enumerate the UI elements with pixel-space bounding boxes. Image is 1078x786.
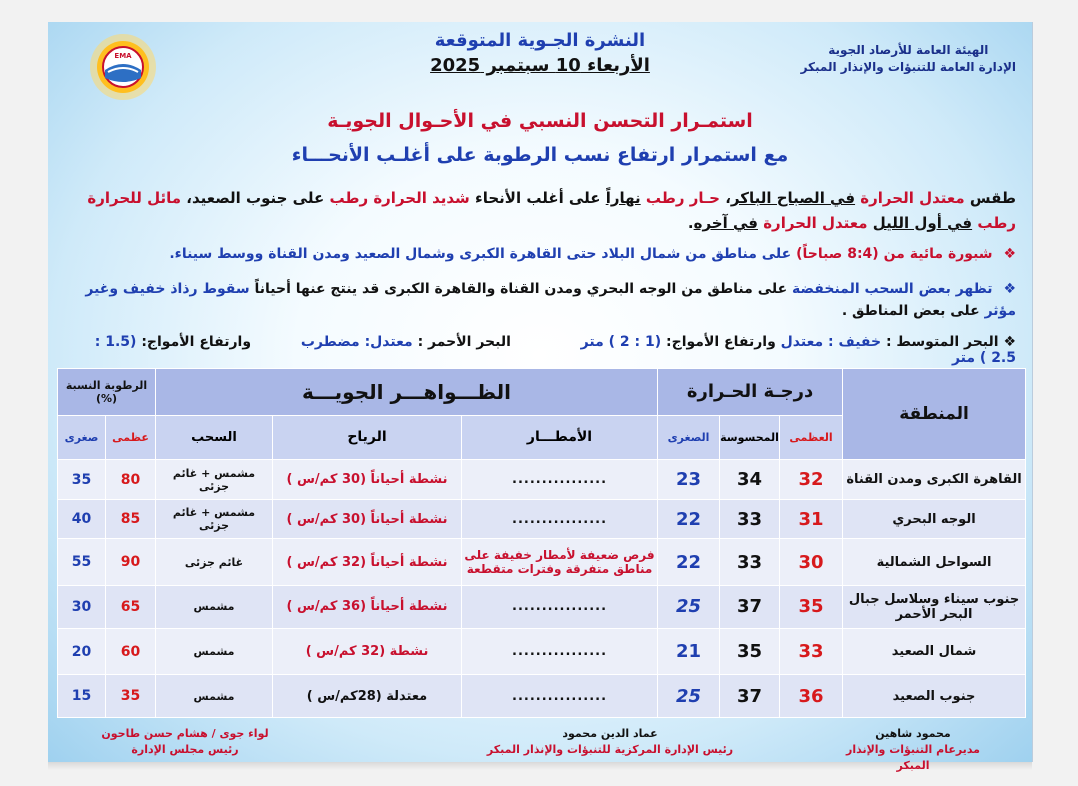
headline-1: استمـرار التحسن النسبي في الأحـوال الجويـة: [327, 110, 753, 132]
cell-temp-feel: 34: [720, 460, 780, 500]
summary-p6: نهاراً: [605, 189, 641, 207]
ema-logo: [88, 32, 158, 102]
table-row: [58, 628, 1026, 675]
logo-text: EMA: [114, 52, 132, 60]
bullet2-d: على بعض المناطق .: [841, 303, 980, 319]
summary-p9: على جنوب الصعيد،: [186, 189, 325, 207]
cell-rain: ................: [462, 499, 658, 539]
cell-hum-max: 90: [106, 539, 156, 586]
cell-hum-min: 35: [58, 460, 106, 500]
bulletin-title: [380, 30, 700, 76]
header-max: العظمى: [780, 415, 843, 460]
med-waves-value: (1 : 2 ) متر: [580, 334, 662, 350]
bullet-clouds: [66, 278, 1016, 322]
signer-middle-name: عماد الدين محمود: [562, 727, 658, 740]
summary-p13: في آخره: [693, 214, 758, 232]
cell-wind: نشطة (32 كم/س ): [273, 628, 462, 675]
cell-temp-min: 25: [658, 586, 720, 629]
red-waves-value: (1.5 : 2.5 ) متر: [94, 334, 1016, 366]
signer-left-name: لواء جوى / هشام حسن طاحون: [101, 727, 269, 740]
header-hum-min: صغرى: [58, 415, 106, 460]
med-sea-label: البحر المتوسط :: [885, 334, 999, 350]
cell-rain: ................: [462, 460, 658, 500]
cell-temp-min: 21: [658, 628, 720, 675]
bullet2-b: على مناطق من الوجه البحري ومدن القناة والقاهرة الكبرى قد ينتج عنها أحياناً: [254, 281, 788, 297]
cell-hum-max: 60: [106, 628, 156, 675]
cell-temp-max: 36: [780, 675, 843, 718]
cell-region: جنوب الصعيد: [843, 675, 1026, 718]
title-date: الأربعاء 10 سبتمبر 2025: [430, 55, 650, 76]
summary-p7: على أغلب الأنحاء: [475, 189, 601, 207]
summary-p8: شديد الحرارة رطب: [329, 189, 470, 207]
cell-clouds: مشمس: [156, 586, 273, 629]
signer-right-name: محمود شاهين: [875, 727, 951, 740]
cell-region: الوجه البحري: [843, 499, 1026, 539]
cell-temp-feel: 33: [720, 539, 780, 586]
bullet-diamond-icon: ❖: [1003, 334, 1016, 350]
cell-temp-min: 25: [658, 675, 720, 718]
summary-p5: حـار رطب: [645, 189, 720, 207]
red-sea-label: البحر الأحمر :: [417, 334, 511, 350]
cell-region: جنوب سيناء وسلاسل جبال البحر الأحمر: [843, 586, 1026, 629]
header-phenomena: الظـــواهـــر الجويـــة: [156, 369, 658, 416]
organization-header: [801, 42, 1016, 76]
cell-region: القاهرة الكبرى ومدن القناة: [843, 460, 1026, 500]
cell-hum-min: 15: [58, 675, 106, 718]
summary-p11: في أول الليل: [872, 214, 973, 232]
cell-temp-feel: 33: [720, 499, 780, 539]
red-waves-label: وارتفاع الأمواج:: [141, 334, 252, 350]
cell-rain: ................: [462, 586, 658, 629]
summary-p1: طقس: [969, 189, 1016, 207]
header-hum-max: عظمى: [106, 415, 156, 460]
cell-temp-max: 33: [780, 628, 843, 675]
bullet-diamond-icon: ❖: [1003, 246, 1016, 262]
header-region: المنطقة: [843, 369, 1026, 460]
header-humidity: الرطوبة النسبة (%): [58, 369, 156, 416]
forecast-table: [57, 368, 1026, 718]
header-min: الصغرى: [658, 415, 720, 460]
med-waves-label: وارتفاع الأمواج:: [666, 334, 776, 350]
cell-wind: نشطة أحياناً (30 كم/س ): [273, 460, 462, 500]
cell-temp-min: 22: [658, 539, 720, 586]
cell-wind: نشطة أحياناً (30 كم/س ): [273, 499, 462, 539]
signer-right-title: مديرعام التنبؤات والإنذار المبكر: [846, 743, 980, 772]
cell-wind: نشطة أحياناً (36 كم/س ): [273, 586, 462, 629]
table-row: [58, 460, 1026, 500]
cell-rain: ................: [462, 675, 658, 718]
signer-middle-title: رئيس الإدارة المركزية للتنبؤات والإنذار المبكر: [486, 743, 734, 756]
title-main: النشرة الجـوية المتوقعة: [434, 30, 646, 51]
signer-left-title: رئيس مجلس الإدارة: [131, 743, 239, 756]
cell-hum-min: 30: [58, 586, 106, 629]
cell-hum-min: 40: [58, 499, 106, 539]
header-wind: الرياح: [273, 415, 462, 460]
summary-p12: معتدل الحرارة: [763, 214, 868, 232]
summary-p2: معتدل الحرارة: [860, 189, 965, 207]
cell-temp-min: 23: [658, 460, 720, 500]
summary-p3: في الصباح الباكر: [730, 189, 856, 207]
bullet2-a: تظهر بعض السحب المنخفضة: [792, 281, 993, 297]
weather-summary: [66, 186, 1016, 236]
footer-signature-middle: [470, 726, 750, 758]
table-row: [58, 586, 1026, 629]
cell-clouds: مشمس: [156, 628, 273, 675]
footer-signature-right: [828, 726, 998, 774]
bullet-fog: [66, 243, 1016, 265]
header-clouds: السحب: [156, 415, 273, 460]
bullet-diamond-icon: ❖: [1003, 281, 1016, 297]
header-feel: المحسوسة: [720, 415, 780, 460]
cell-temp-feel: 37: [720, 675, 780, 718]
org-line2: الإدارة العامة للتنبؤات والإنذار المبكر: [800, 60, 1016, 74]
sea-state: [66, 334, 1016, 366]
bullet1-b: على مناطق من شمال البلاد حتى القاهرة الكبرى وشمال الصعيد ومدن القناة ووسط سيناء.: [169, 246, 792, 262]
cell-temp-max: 32: [780, 460, 843, 500]
cell-hum-max: 80: [106, 460, 156, 500]
summary-p10: مائل للحرارة رطب: [87, 189, 1016, 232]
cell-rain: ................: [462, 628, 658, 675]
cell-clouds: مشمس: [156, 675, 273, 718]
footer-signature-left: [100, 726, 270, 758]
cell-wind: معتدلة (28كم/س ): [273, 675, 462, 718]
cell-hum-max: 65: [106, 586, 156, 629]
cell-hum-max: 85: [106, 499, 156, 539]
cell-clouds: مشمس + غائم جزئى: [156, 499, 273, 539]
cell-hum-min: 20: [58, 628, 106, 675]
cell-temp-max: 31: [780, 499, 843, 539]
cell-rain: فرص ضعيفة لأمطار خفيفة على مناطق متفرقة وفترات متقطعة: [462, 539, 658, 586]
cell-clouds: مشمس + غائم جزئى: [156, 460, 273, 500]
header-rain: الأمطـــار: [462, 415, 658, 460]
cell-hum-min: 55: [58, 539, 106, 586]
org-line1: الهيئة العامة للأرصاد الجوية: [828, 43, 989, 57]
cell-temp-max: 35: [780, 586, 843, 629]
cell-temp-feel: 35: [720, 628, 780, 675]
table-row: [58, 539, 1026, 586]
headline-2: مع استمرار ارتفاع نسب الرطوبة على أغلـب الأنحـــاء: [291, 144, 789, 166]
cell-temp-max: 30: [780, 539, 843, 586]
cell-region: السواحل الشمالية: [843, 539, 1026, 586]
table-row: [58, 675, 1026, 718]
bullet2-c: سقوط رذاذ خفيف وغير مؤثر: [85, 281, 1016, 319]
cell-temp-feel: 37: [720, 586, 780, 629]
cell-region: شمال الصعيد: [843, 628, 1026, 675]
red-sea-value: معتدل: مضطرب: [300, 334, 413, 350]
cell-hum-max: 35: [106, 675, 156, 718]
med-sea-value: خفيف : معتدل: [780, 334, 882, 350]
table-row: [58, 499, 1026, 539]
bullet1-a: شبورة مائية من (8:4 صباحاً): [796, 246, 993, 262]
summary-p14: .: [687, 214, 694, 232]
cell-temp-min: 22: [658, 499, 720, 539]
header-temperature: درجـة الحـرارة: [658, 369, 843, 416]
cell-clouds: غائم جزئى: [156, 539, 273, 586]
summary-p4: ،: [719, 189, 731, 207]
cell-wind: نشطة أحياناً (32 كم/س ): [273, 539, 462, 586]
